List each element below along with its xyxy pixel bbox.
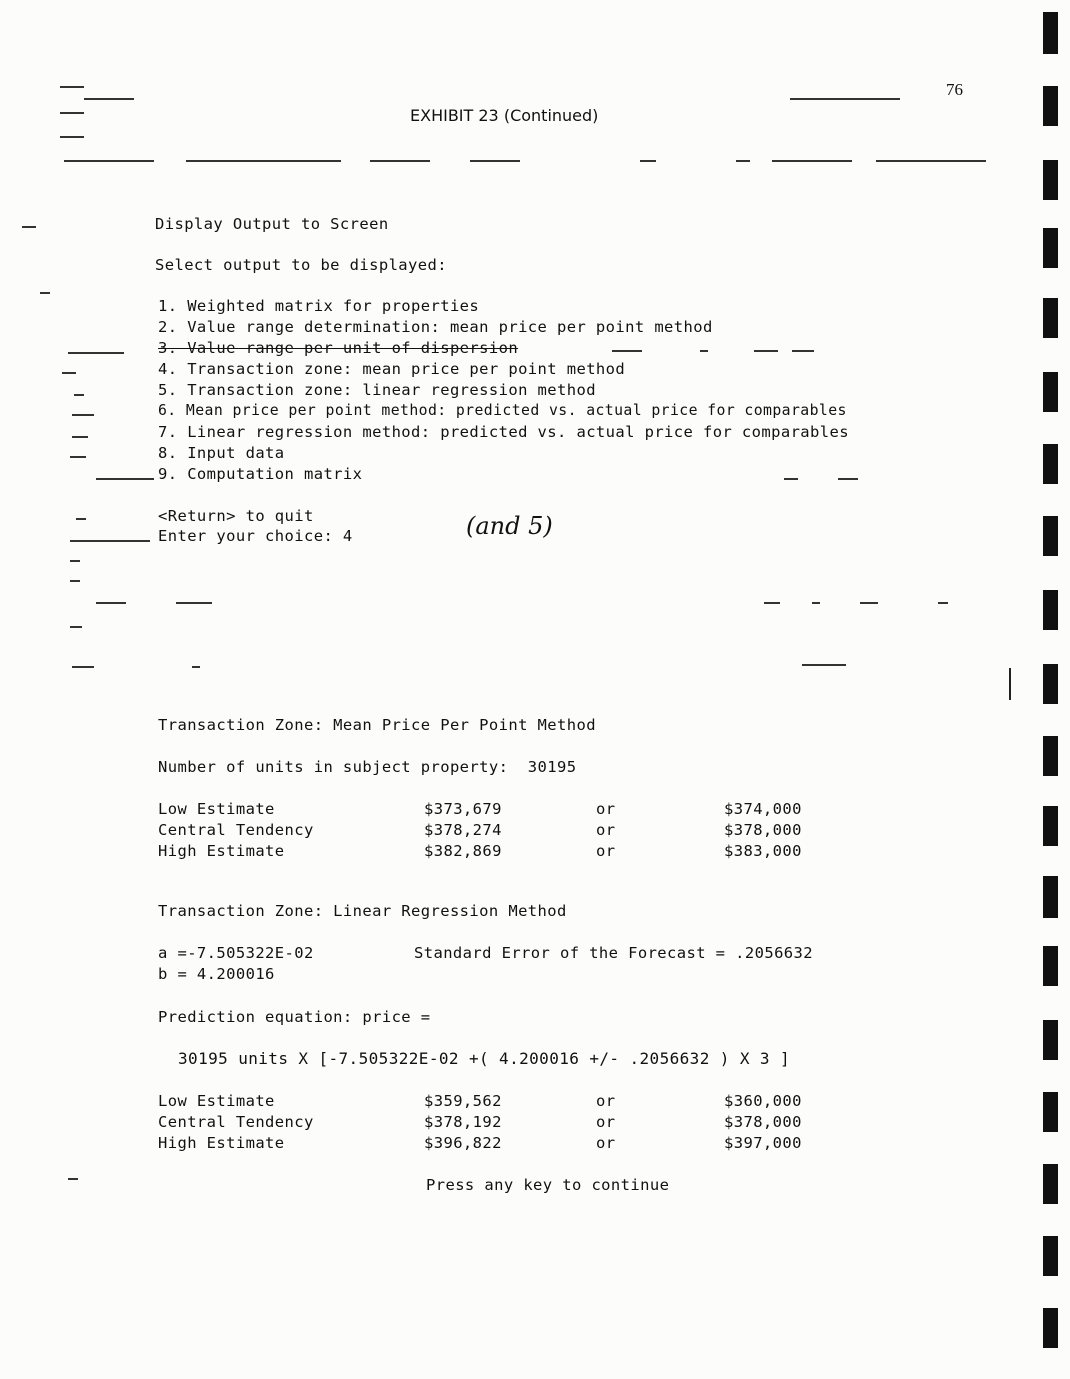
menu-item-1: 1. Weighted matrix for properties: [158, 297, 480, 315]
menu-item-2: 2. Value range determination: mean price per point method: [158, 318, 713, 336]
menu-prompt: Select output to be displayed:: [155, 256, 447, 274]
table-row-label: High Estimate: [158, 1134, 285, 1152]
table-row-rounded: $383,000: [724, 842, 802, 860]
table-row-or: or: [596, 1092, 616, 1110]
table-row-rounded: $378,000: [724, 1113, 802, 1131]
table-row-rounded: $374,000: [724, 800, 802, 818]
table-row-label: Central Tendency: [158, 1113, 314, 1131]
menu-heading: Display Output to Screen: [155, 215, 389, 233]
mean-method-title: Transaction Zone: Mean Price Per Point Method: [158, 716, 596, 734]
coefficient-b: b = 4.200016: [158, 965, 275, 983]
menu-item-7: 7. Linear regression method: predicted vs. actual price for comparables: [158, 423, 849, 441]
equation-label: Prediction equation: price =: [158, 1008, 431, 1026]
table-row-or: or: [596, 1134, 616, 1152]
table-row-rounded: $397,000: [724, 1134, 802, 1152]
exhibit-title: EXHIBIT 23 (Continued): [410, 106, 599, 125]
table-row-value: $373,679: [424, 800, 502, 818]
table-row-or: or: [596, 1113, 616, 1131]
table-row-label: High Estimate: [158, 842, 285, 860]
table-row-value: $396,822: [424, 1134, 502, 1152]
table-row-value: $378,274: [424, 821, 502, 839]
table-row-value: $382,869: [424, 842, 502, 860]
menu-item-4: 4. Transaction zone: mean price per point method: [158, 360, 626, 378]
coefficient-a: a =-7.505322E-02: [158, 944, 314, 962]
menu-item-9: 9. Computation matrix: [158, 465, 363, 483]
choice-prompt: Enter your choice: 4: [158, 527, 353, 545]
menu-item-3: 3. Value range per unit of dispersion: [158, 339, 519, 357]
prediction-equation: 30195 units X [-7.505322E-02 +( 4.200016 +/- .2056632 ) X 3 ]: [178, 1049, 791, 1068]
table-row-value: $378,192: [424, 1113, 502, 1131]
table-row-or: or: [596, 821, 616, 839]
standard-error: Standard Error of the Forecast = .2056632: [414, 944, 814, 962]
table-row-label: Low Estimate: [158, 800, 275, 818]
quit-instruction: <Return> to quit: [158, 507, 314, 525]
table-row-or: or: [596, 800, 616, 818]
table-row-or: or: [596, 842, 616, 860]
table-row-label: Low Estimate: [158, 1092, 275, 1110]
menu-item-5: 5. Transaction zone: linear regression method: [158, 381, 596, 399]
table-row-label: Central Tendency: [158, 821, 314, 839]
page-number: 76: [946, 80, 963, 99]
handwritten-note: (and 5): [466, 512, 553, 540]
table-row-rounded: $360,000: [724, 1092, 802, 1110]
continue-prompt: Press any key to continue: [426, 1176, 670, 1194]
menu-item-6: 6. Mean price per point method: predicted vs. actual price for comparables: [158, 402, 847, 419]
table-row-rounded: $378,000: [724, 821, 802, 839]
units-line: Number of units in subject property: 30195: [158, 758, 577, 776]
regression-method-title: Transaction Zone: Linear Regression Method: [158, 902, 567, 920]
table-row-value: $359,562: [424, 1092, 502, 1110]
menu-item-8: 8. Input data: [158, 444, 285, 462]
